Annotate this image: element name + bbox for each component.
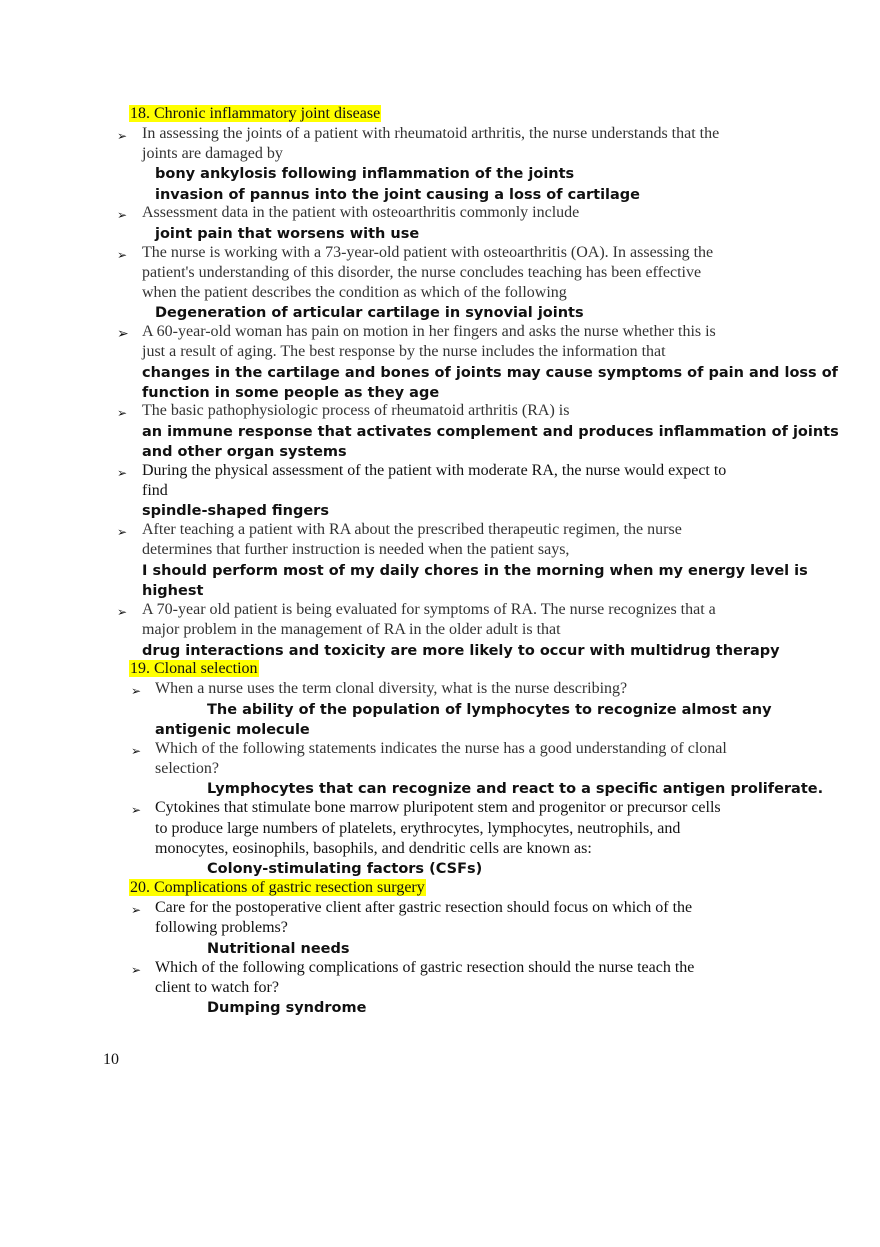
question-text: Care for the postoperative client after gastric resection should focus on which of the: [155, 899, 693, 916]
bullet-arrow-icon: ➢: [131, 803, 142, 817]
answer-text: bony ankylosis following inflammation of the joints: [155, 166, 575, 182]
question-text: After teaching a patient with RA about the prescribed therapeutic regimen, the nurse: [142, 521, 682, 538]
answer-text: Dumping syndrome: [207, 1000, 367, 1016]
answer-text: The ability of the population of lymphocytes to recognize almost any: [207, 702, 772, 718]
bullet-arrow-icon: ➢: [117, 525, 128, 539]
question-text: when the patient describes the condition as which of the following: [142, 284, 567, 301]
answer-text: Degeneration of articular cartilage in synovial joints: [155, 305, 584, 321]
question-text: find: [142, 482, 168, 499]
question-text: to produce large numbers of platelets, erythrocytes, lymphocytes, neutrophils, and: [155, 820, 681, 837]
question-text: just a result of aging. The best response by the nurse includes the information that: [142, 343, 666, 360]
question-text: Assessment data in the patient with osteoarthritis commonly include: [142, 204, 580, 221]
question-text: determines that further instruction is needed when the patient says,: [142, 541, 570, 558]
question-text: A 60-year-old woman has pain on motion in her fingers and asks the nurse whether this is: [142, 323, 716, 340]
question-text: client to watch for?: [155, 979, 279, 996]
answer-text: function in some people as they age: [142, 385, 440, 401]
question-text: joints are damaged by: [142, 145, 283, 162]
answer-text: an immune response that activates complement and produces inflammation of joints: [142, 424, 839, 440]
section-20-heading: 20. Complications of gastric resection surgery: [130, 879, 425, 896]
answer-text: invasion of pannus into the joint causing a loss of cartilage: [155, 187, 641, 203]
bullet-arrow-icon: ➢: [117, 248, 128, 262]
question-text: Which of the following statements indicates the nurse has a good understanding of clonal: [155, 740, 727, 757]
question-text: The nurse is working with a 73-year-old patient with osteoarthritis (OA). In assessing the: [142, 244, 714, 261]
answer-text: and other organ systems: [142, 444, 347, 460]
question-text: The basic pathophysiologic process of rheumatoid arthritis (RA) is: [142, 402, 570, 419]
answer-text: I should perform most of my daily chores in the morning when my energy level is: [142, 563, 808, 579]
answer-text: Nutritional needs: [207, 941, 350, 957]
bullet-arrow-icon: ➢: [131, 684, 142, 698]
page-number: 10: [103, 1051, 119, 1068]
bullet-arrow-icon: ➢: [117, 406, 128, 420]
answer-text: Colony-stimulating factors (CSFs): [207, 861, 483, 877]
question-text: following problems?: [155, 919, 288, 936]
bullet-arrow-icon: ➢: [131, 744, 142, 758]
section-19-heading: 19. Clonal selection: [130, 660, 258, 677]
question-text: During the physical assessment of the patient with moderate RA, the nurse would expect to: [142, 462, 727, 479]
question-text: selection?: [155, 760, 219, 777]
answer-text: drug interactions and toxicity are more likely to occur with multidrug therapy: [142, 643, 780, 659]
answer-text: joint pain that worsens with use: [155, 226, 420, 242]
question-text: When a nurse uses the term clonal diversity, what is the nurse describing?: [155, 680, 628, 697]
bullet-arrow-icon: ➢: [117, 466, 128, 480]
answer-text: spindle-shaped fingers: [142, 503, 329, 519]
question-text: monocytes, eosinophils, basophils, and dendritic cells are known as:: [155, 840, 592, 857]
bullet-arrow-icon: ➢: [117, 129, 128, 143]
answer-text: Lymphocytes that can recognize and react to a specific antigen proliferate.: [207, 781, 824, 797]
answer-text: changes in the cartilage and bones of joints may cause symptoms of pain and loss of: [142, 365, 838, 381]
question-text: Cytokines that stimulate bone marrow pluripotent stem and progenitor or precursor cells: [155, 799, 721, 816]
question-text: patient's understanding of this disorder, the nurse concludes teaching has been effective: [142, 264, 702, 281]
bullet-arrow-icon: ➢: [117, 326, 129, 342]
bullet-arrow-icon: ➢: [131, 903, 142, 917]
answer-text: antigenic molecule: [155, 722, 310, 738]
bullet-arrow-icon: ➢: [117, 208, 128, 222]
bullet-arrow-icon: ➢: [131, 963, 142, 977]
question-text: In assessing the joints of a patient with rheumatoid arthritis, the nurse understands that the: [142, 125, 720, 142]
question-text: A 70-year old patient is being evaluated for symptoms of RA. The nurse recognizes that a: [142, 601, 716, 618]
question-text: major problem in the management of RA in the older adult is that: [142, 621, 561, 638]
bullet-arrow-icon: ➢: [117, 605, 128, 619]
answer-text: highest: [142, 583, 204, 599]
question-text: Which of the following complications of gastric resection should the nurse teach the: [155, 959, 695, 976]
section-18-heading: 18. Chronic inflammatory joint disease: [130, 105, 381, 122]
